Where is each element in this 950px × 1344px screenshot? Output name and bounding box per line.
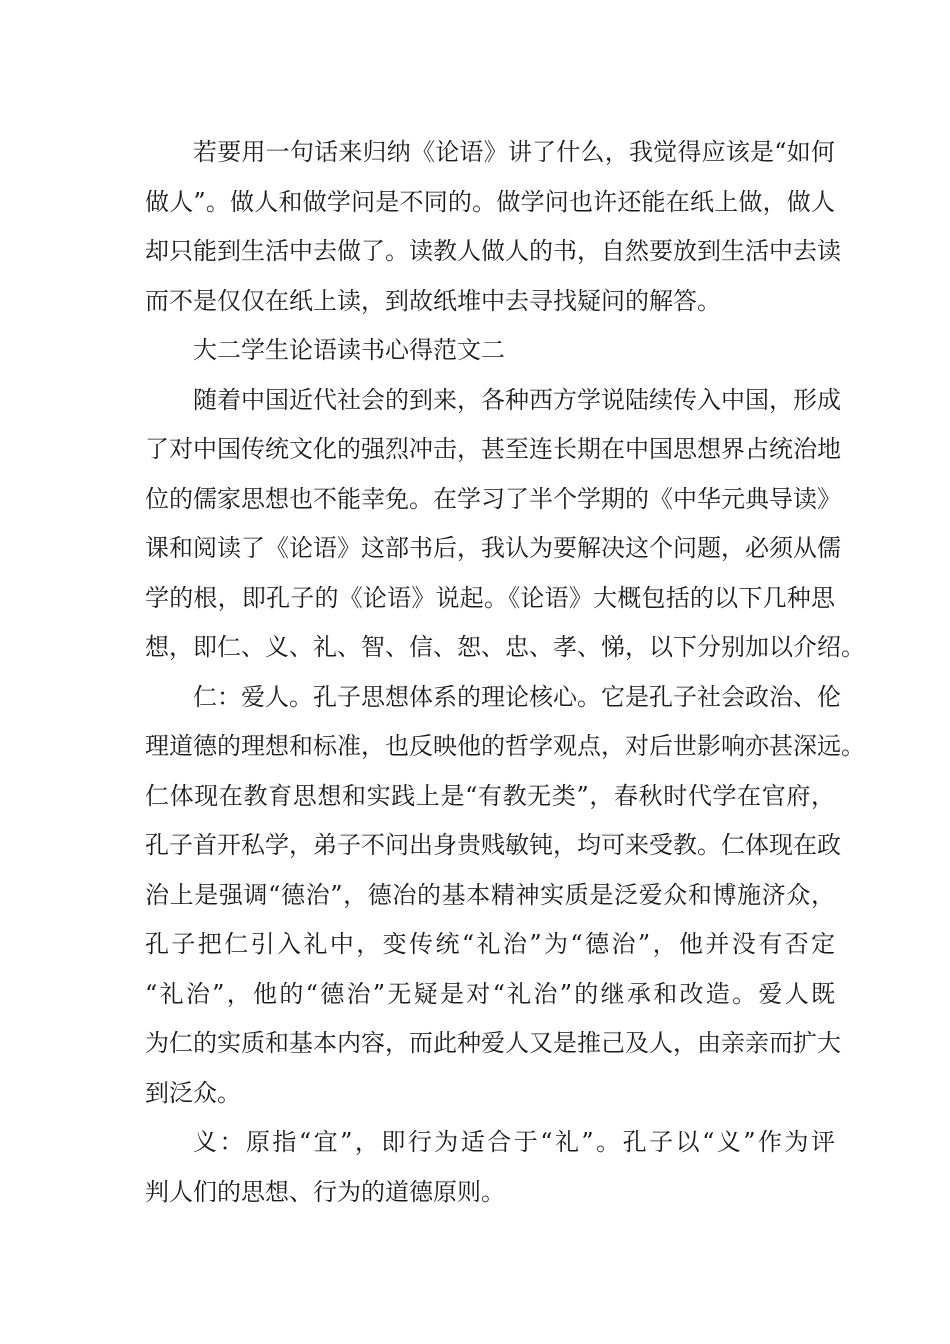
text-line: 为仁的实质和基本内容，而此种爱人又是推己及人，由亲亲而扩大 (145, 1029, 841, 1057)
text-line: 理道德的理想和标准，也反映他的哲学观点，对后世影响亦甚深远。 (145, 732, 865, 760)
text-line: 课和阅读了《论语》这部书后，我认为要解决这个问题，必须从儒 (145, 534, 841, 562)
text-line: 想，即仁、义、礼、智、信、恕、忠、孝、悌，以下分别加以介绍。 (145, 633, 865, 661)
text-line: 随着中国近代社会的到来，各种西方学说陆续传入中国，形成 (193, 385, 841, 414)
text-line: “礼治”，他的“德治”无疑是对“礼治”的继承和改造。爱人既 (145, 979, 835, 1008)
text-line: 却只能到生活中去做了。读教人做人的书，自然要放到生活中去读 (145, 237, 841, 265)
text-line: 仁体现在教育思想和实践上是“有教无类”，春秋时代学在官府， (145, 781, 835, 810)
text-line: 孔子首开私学，弟子不问出身贵贱敏钝，均可来受教。仁体现在政 (145, 831, 841, 859)
text-line: 到泛众。 (145, 1078, 241, 1107)
heading-line: 大二学生论语读书心得范文二 (193, 336, 505, 364)
text-line: 判人们的思想、行为的道德原则。 (145, 1177, 505, 1206)
text-line: 了对中国传统文化的强烈冲击，甚至连长期在中国思想界占统治地 (145, 435, 841, 463)
text-line: 而不是仅仅在纸上读，到故纸堆中去寻找疑问的解答。 (145, 286, 721, 315)
section-heading (145, 326, 835, 376)
paragraph (145, 673, 865, 1119)
paragraph (145, 128, 841, 326)
paragraph (145, 1118, 835, 1217)
text-line: 仁：爱人。孔子思想体系的理论核心。它是孔子社会政治、伦 (193, 682, 841, 711)
paragraph (145, 376, 865, 673)
text-line: 学的根，即孔子的《论语》说起。《论语》大概包括的以下几种思 (145, 583, 835, 612)
text-line: 孔子把仁引入礼中，变传统“礼治”为“德治”，他并没有否定 (145, 930, 835, 958)
text-line: 若要用一句话来归纳《论语》讲了什么，我觉得应该是“如何 (193, 138, 835, 166)
text-line: 做人”。做人和做学问是不同的。做学问也许还能在纸上做，做人 (145, 187, 835, 216)
text-line: 治上是强调“德治”，德冶的基本精神实质是泛爱众和博施济众， (145, 880, 835, 909)
text-line: 位的儒家思想也不能幸免。在学习了半个学期的《中华元典导读》 (145, 484, 841, 513)
text-line: 义：原指“宜”，即行为适合于“礼”。孔子以“义”作为评 (193, 1128, 835, 1156)
document-body (145, 128, 865, 1217)
